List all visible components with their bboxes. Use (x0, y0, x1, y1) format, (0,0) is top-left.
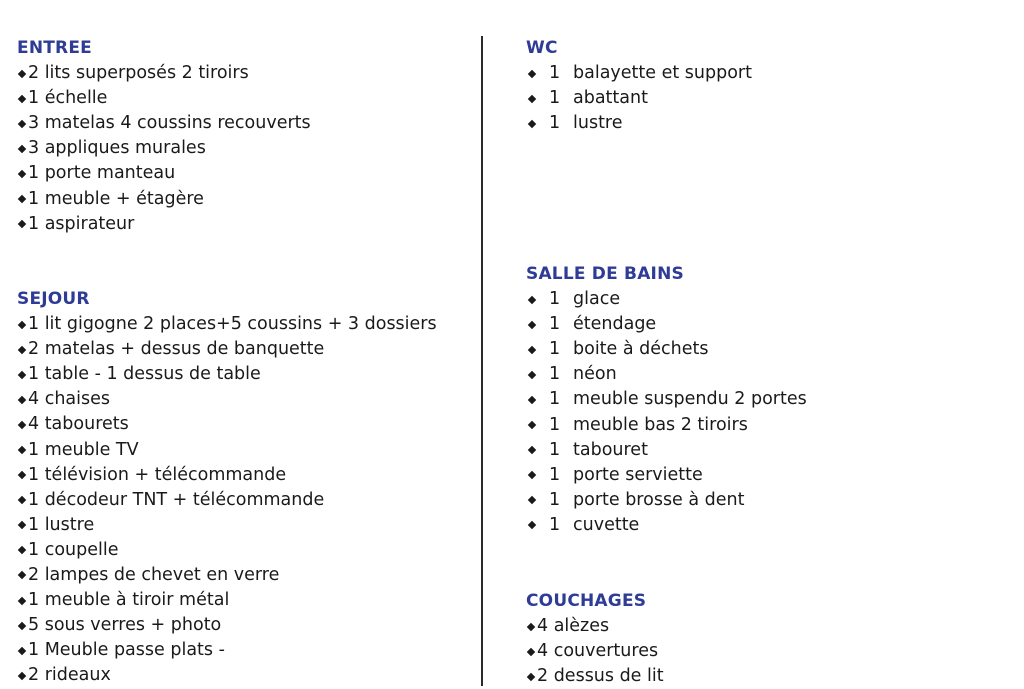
diamond-bullet-icon (18, 195, 26, 203)
diamond-bullet-icon (528, 295, 536, 303)
item-quantity: 1 (549, 364, 561, 385)
diamond-bullet-icon (527, 622, 535, 630)
list-item: 2 lampes de chevet en verre (17, 563, 437, 588)
diamond-bullet-icon (18, 69, 26, 77)
list-item: 1 porte brosse à dent (526, 488, 807, 513)
diamond-bullet-icon (528, 320, 536, 328)
list-item: 1 glace (526, 287, 807, 312)
list-item: 1 coupelle (17, 538, 437, 563)
diamond-bullet-icon (18, 170, 26, 178)
list-item: 1 lustre (17, 513, 437, 538)
diamond-bullet-icon (528, 446, 536, 454)
list-item: 2 matelas + dessus de banquette (17, 337, 437, 362)
item-quantity: 1 (549, 314, 561, 335)
list-item: 1 meuble suspendu 2 portes (526, 387, 807, 412)
diamond-bullet-icon (18, 471, 26, 479)
diamond-bullet-icon (18, 396, 26, 404)
diamond-bullet-icon (18, 546, 26, 554)
diamond-bullet-icon (528, 94, 536, 102)
list-item: 4 tabourets (17, 412, 437, 437)
list-item: 1 lit gigogne 2 places+5 coussins + 3 dossiers (17, 312, 437, 337)
list-item: 1 porte manteau (17, 161, 311, 186)
list-salle-de-bains (526, 287, 807, 538)
list-item: 2 dessus de lit (526, 664, 664, 689)
list-wc (526, 61, 752, 136)
item-quantity: 1 (549, 414, 561, 435)
list-item: 1 meuble bas 2 tiroirs (526, 412, 807, 437)
section-wc (526, 36, 752, 136)
list-entree (17, 61, 311, 237)
list-item: 1 meuble + étagère (17, 186, 311, 211)
section-heading-entree: ENTREE (17, 38, 92, 58)
section-heading-salle-de-bains: SALLE DE BAINS (526, 264, 684, 284)
diamond-bullet-icon (18, 145, 26, 153)
diamond-bullet-icon (18, 320, 26, 328)
diamond-bullet-icon (528, 119, 536, 127)
diamond-bullet-icon (18, 220, 26, 228)
list-item: 1 balayette et support (526, 61, 752, 86)
list-item: 1 meuble TV (17, 437, 437, 462)
item-quantity: 1 (549, 439, 561, 460)
item-quantity: 1 (549, 88, 561, 109)
diamond-bullet-icon (18, 571, 26, 579)
diamond-bullet-icon (527, 647, 535, 655)
list-item: 1 meuble à tiroir métal (17, 588, 437, 613)
diamond-bullet-icon (18, 647, 26, 655)
section-entree (17, 36, 311, 237)
diamond-bullet-icon (18, 521, 26, 529)
list-item: 1 tabouret (526, 438, 807, 463)
item-quantity: 1 (549, 389, 561, 410)
list-item: 1 étendage (526, 312, 807, 337)
list-item: 1 échelle (17, 86, 311, 111)
diamond-bullet-icon (18, 94, 26, 102)
diamond-bullet-icon (528, 521, 536, 529)
list-item: 1 abattant (526, 86, 752, 111)
diamond-bullet-icon (18, 621, 26, 629)
item-quantity: 1 (549, 113, 561, 134)
list-item: 1 cuvette (526, 513, 807, 538)
section-couchages (526, 589, 664, 689)
list-item: 4 chaises (17, 387, 437, 412)
list-item: 2 rideaux (17, 663, 437, 688)
section-salle-de-bains (526, 262, 807, 538)
section-heading-sejour: SEJOUR (17, 289, 90, 309)
list-couchages (526, 614, 664, 689)
list-item: 5 sous verres + photo (17, 613, 437, 638)
diamond-bullet-icon (18, 370, 26, 378)
section-sejour (17, 287, 437, 688)
list-item: 1 décodeur TNT + télécommande (17, 488, 437, 513)
diamond-bullet-icon (528, 496, 536, 504)
diamond-bullet-icon (527, 672, 535, 680)
diamond-bullet-icon (528, 396, 536, 404)
item-quantity: 1 (549, 464, 561, 485)
list-sejour (17, 312, 437, 688)
item-quantity: 1 (549, 514, 561, 535)
list-item: 1 aspirateur (17, 212, 311, 237)
list-item: 3 appliques murales (17, 136, 311, 161)
list-item: 1 néon (526, 362, 807, 387)
list-item: 4 couvertures (526, 639, 664, 664)
section-heading-couchages: COUCHAGES (526, 591, 647, 611)
diamond-bullet-icon (528, 421, 536, 429)
list-item: 1 boite à déchets (526, 337, 807, 362)
diamond-bullet-icon (528, 471, 536, 479)
list-item: 1 Meuble passe plats - (17, 638, 437, 663)
item-quantity: 1 (549, 489, 561, 510)
section-heading-wc: WC (526, 38, 558, 58)
diamond-bullet-icon (18, 496, 26, 504)
diamond-bullet-icon (18, 345, 26, 353)
diamond-bullet-icon (528, 345, 536, 353)
list-item: 1 porte serviette (526, 463, 807, 488)
list-item: 1 table - 1 dessus de table (17, 362, 437, 387)
diamond-bullet-icon (528, 69, 536, 77)
list-item: 3 matelas 4 coussins recouverts (17, 111, 311, 136)
diamond-bullet-icon (528, 371, 536, 379)
list-item: 2 lits superposés 2 tiroirs (17, 61, 311, 86)
item-quantity: 1 (549, 339, 561, 360)
list-item: 1 lustre (526, 111, 752, 136)
diamond-bullet-icon (18, 596, 26, 604)
diamond-bullet-icon (18, 446, 26, 454)
diamond-bullet-icon (18, 672, 26, 680)
list-item: 4 alèzes (526, 614, 664, 639)
diamond-bullet-icon (18, 421, 26, 429)
item-quantity: 1 (549, 63, 561, 84)
diamond-bullet-icon (18, 119, 26, 127)
list-item: 1 télévision + télécommande (17, 463, 437, 488)
item-quantity: 1 (549, 289, 561, 310)
column-divider (481, 36, 483, 686)
